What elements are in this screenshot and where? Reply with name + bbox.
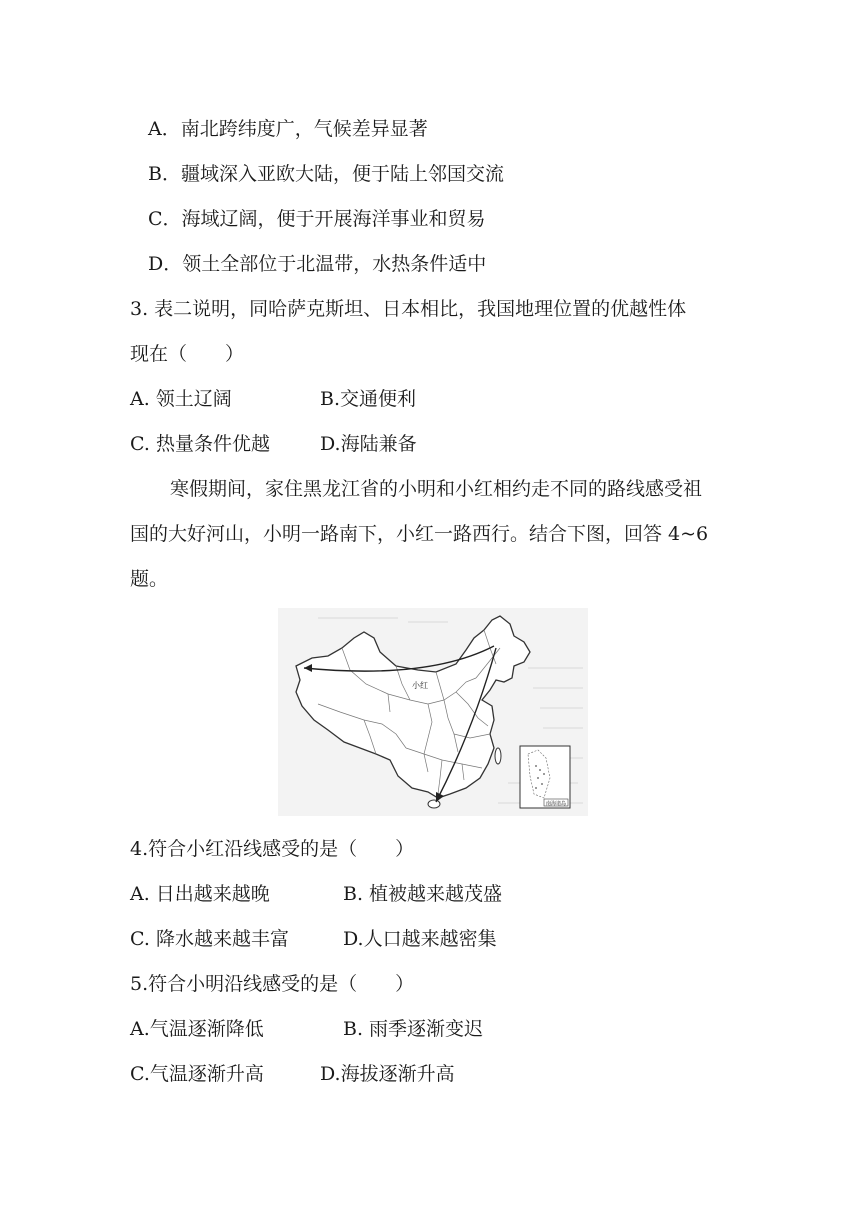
inset-label: 南海诸岛 (546, 801, 567, 807)
q5-option-c: C.气温逐渐升高 (130, 1063, 264, 1085)
q4-option-d: D.人口越来越密集 (343, 928, 497, 950)
q2-option-a: A．南北跨纬度广，气候差异显著 (148, 118, 428, 140)
q3-option-a: A. 领土辽阔 (130, 388, 232, 410)
q3-stem-line2: 现在（ ） (130, 343, 245, 365)
q2-option-b: B．疆域深入亚欧大陆，便于陆上邻国交流 (148, 163, 504, 185)
passage-line1: 寒假期间，家住黑龙江省的小明和小红相约走不同的路线感受祖 (170, 478, 703, 500)
china-route-map (278, 608, 588, 816)
q5-options-row2 (130, 1062, 730, 1086)
q3-stem-line1: 3. 表二说明，同哈萨克斯坦、日本相比，我国地理位置的优越性体 (130, 298, 687, 320)
q3-option-d: D.海陆兼备 (320, 433, 417, 455)
q3-option-c: C. 热量条件优越 (130, 433, 270, 455)
q2-option-d: D．领土全部位于北温带，水热条件适中 (148, 253, 487, 275)
q3-options-row2 (130, 432, 730, 456)
q5-options-row1 (130, 1017, 730, 1041)
q4-option-b: B. 植被越来越茂盛 (343, 883, 503, 905)
q3-options-row1 (130, 387, 730, 411)
q3-option-b: B.交通便利 (320, 388, 417, 410)
q2-option-c: C．海域辽阔，便于开展海洋事业和贸易 (148, 208, 486, 230)
passage-line2: 国的大好河山，小明一路南下，小红一路西行。结合下图，回答 4~6 (130, 523, 709, 545)
q5-option-a: A.气温逐渐降低 (130, 1018, 264, 1040)
q5-option-b: B. 雨季逐渐变迟 (343, 1018, 484, 1040)
q4-option-a: A. 日出越来越晚 (130, 883, 270, 905)
passage-line3: 题。 (130, 568, 169, 590)
south-china-sea-inset (520, 746, 570, 808)
q4-options-row1 (130, 882, 730, 906)
q4-stem: 4.符合小红沿线感受的是（ ） (130, 838, 415, 860)
q4-options-row2 (130, 927, 730, 951)
q4-option-c: C. 降水越来越丰富 (130, 928, 289, 950)
map-svg (278, 608, 588, 816)
label-xiaohong: 小红 (412, 681, 428, 690)
q5-stem: 5.符合小明沿线感受的是（ ） (130, 973, 415, 995)
q5-option-d: D.海拔逐渐升高 (320, 1063, 455, 1085)
